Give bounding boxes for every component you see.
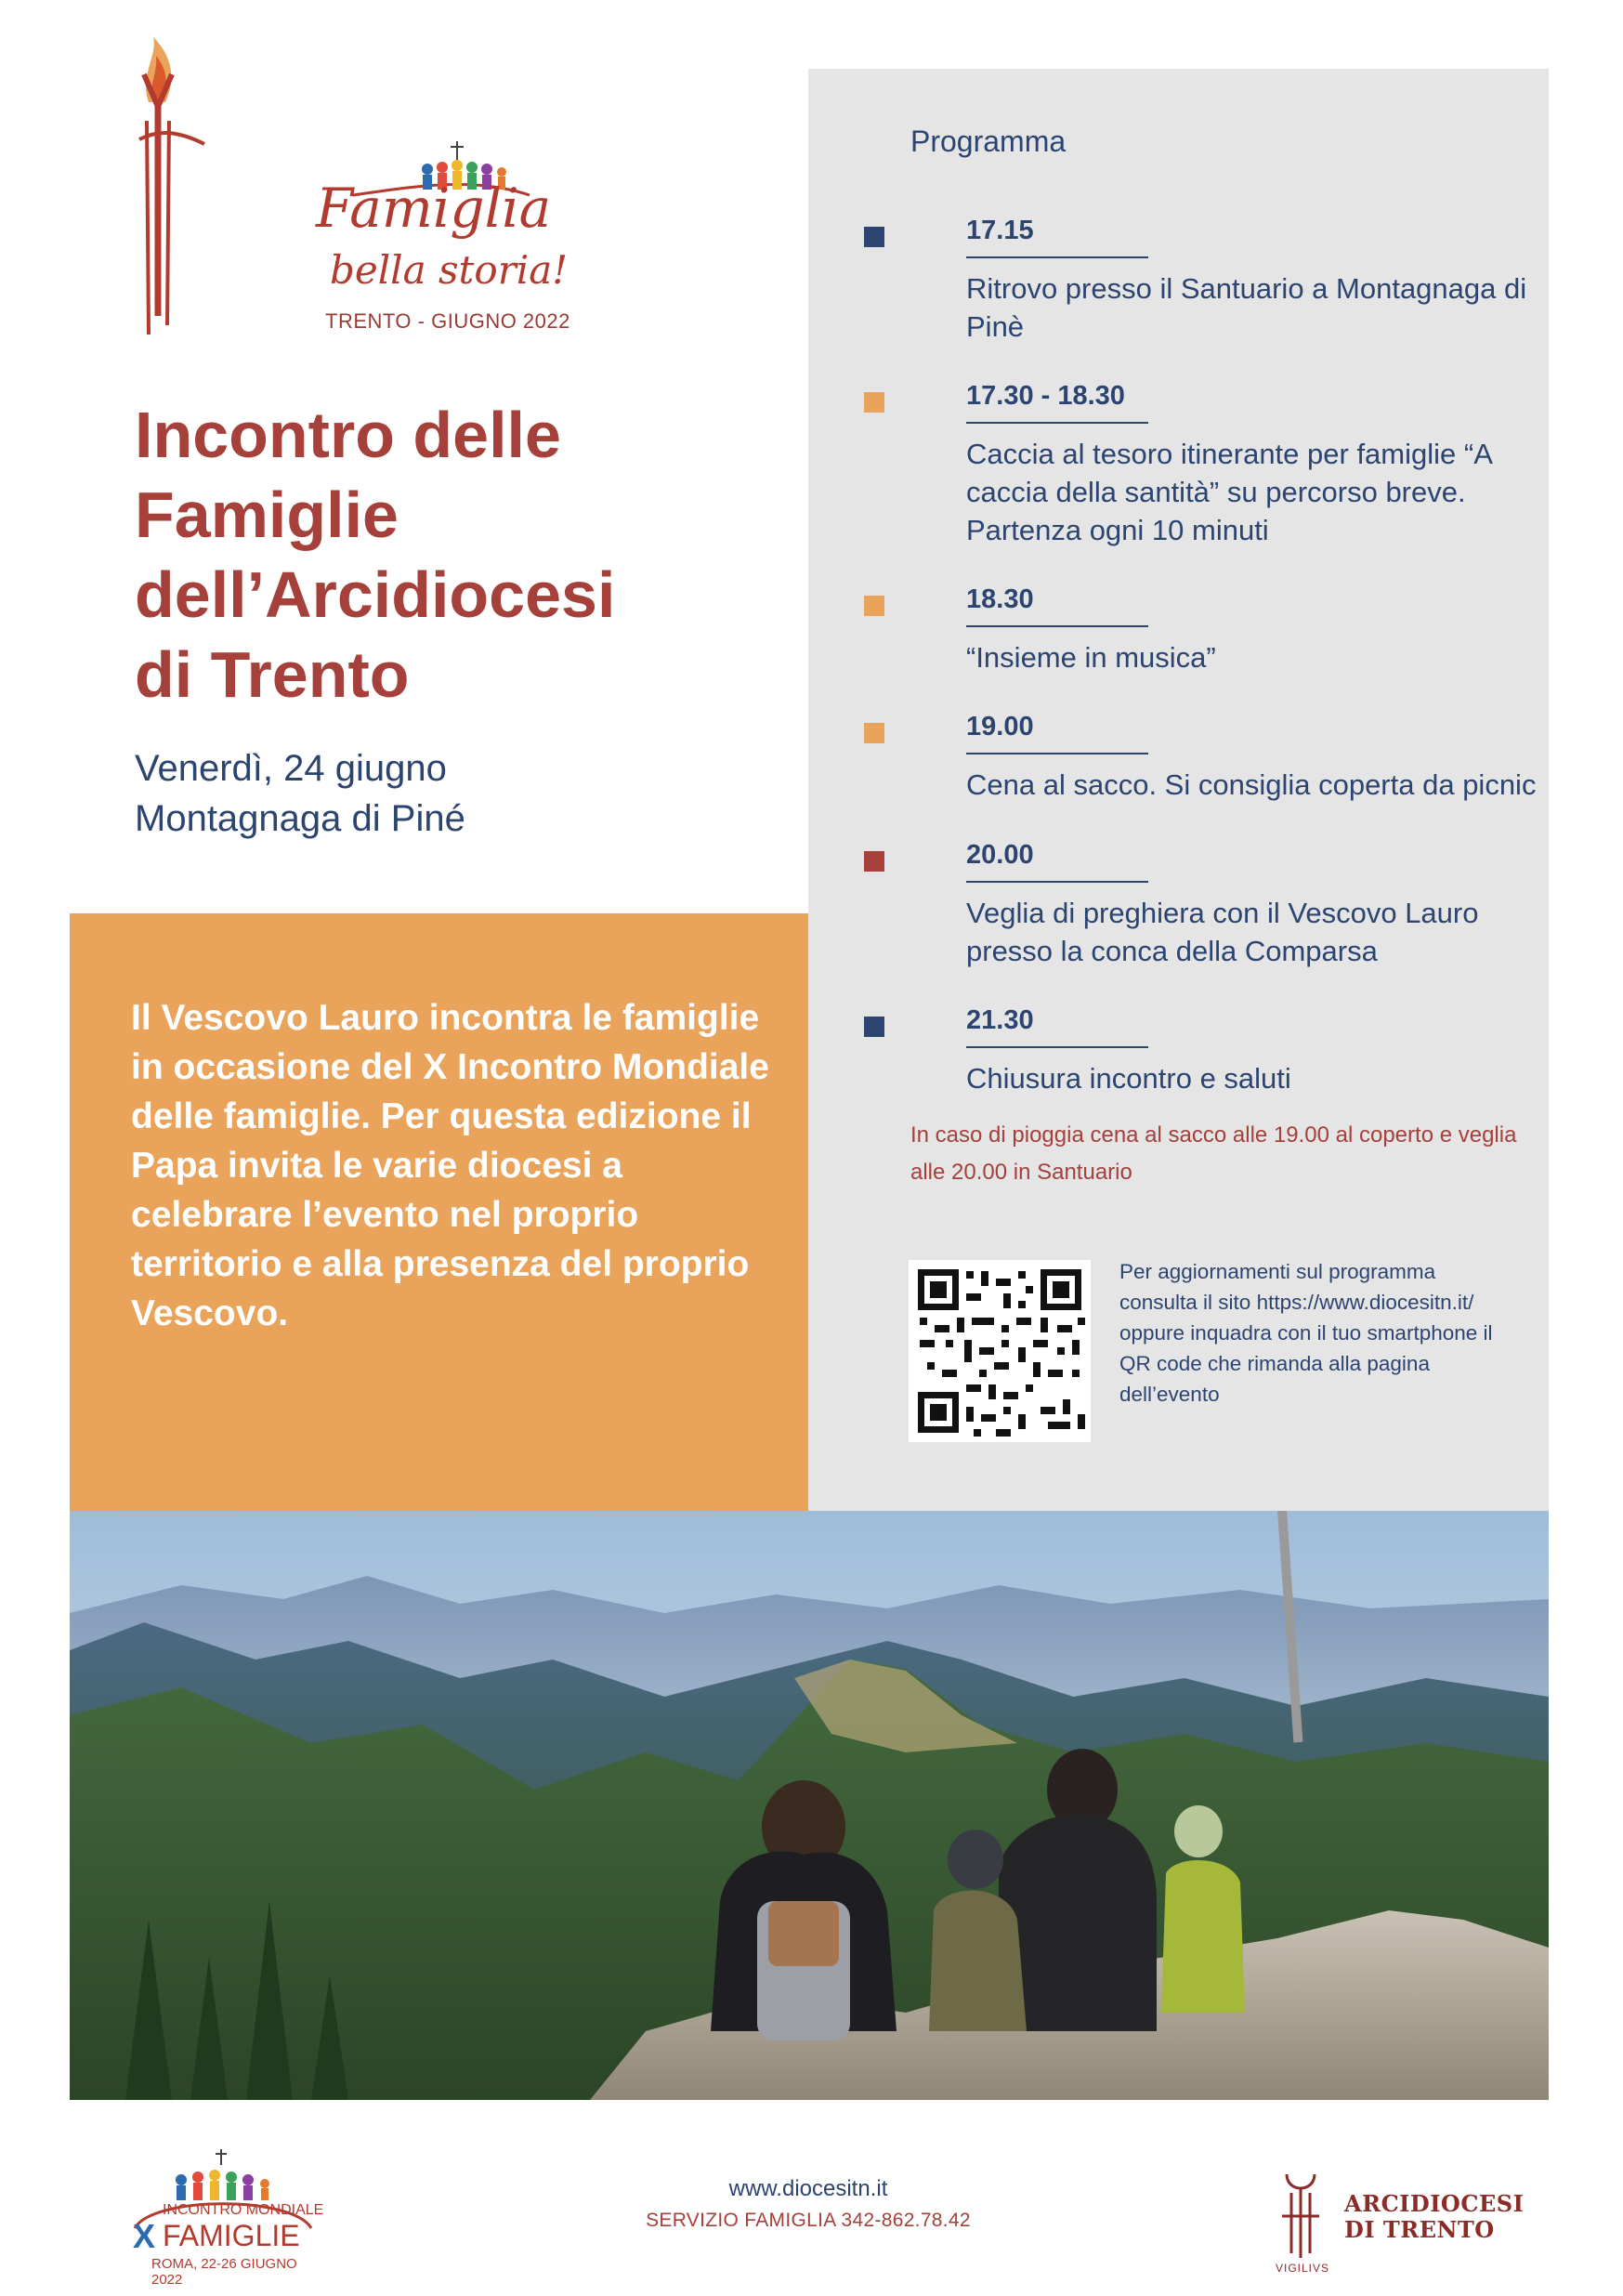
program-time: 21.30 [966,1005,1034,1035]
arcidiocesi-name [1344,2191,1524,2243]
divider [966,422,1148,424]
program-desc: Caccia al tesoro itinerante per famiglie “A caccia della santità” su percorso breve. Partenza ogni 10 minuti [966,438,1492,546]
footer-contact [595,2174,1022,2237]
divider [966,256,1148,258]
program-desc: Veglia di preghiera con il Vescovo Lauro presso la conca della Comparsa [966,897,1479,967]
arcidiocesi-line2: DI TRENTO [1344,2216,1495,2243]
qr-code-icon[interactable] [909,1260,1091,1442]
qr-instructions: Per aggiornamenti sul programma consulta il sito https://www.diocesitn.it/ oppure inquadra con il tuo smartphone il QR code che rimanda alla pagina dell’evento [1119,1260,1493,1406]
title-line: Incontro delle [135,399,561,471]
arcidiocesi-logo [1268,2165,1547,2281]
program-time: 17.15 [966,216,1034,245]
bullet-square-icon [864,227,884,247]
footer-url-link[interactable]: www.diocesitn.it [728,2176,888,2201]
program-desc: Ritrovo presso il Santuario a Montagnaga di Pinè [966,272,1527,343]
program-time: 18.30 [966,584,1034,614]
famiglia-bella-storia-logo [121,37,604,353]
program-heading: Programma [910,125,1067,158]
page-title [135,395,785,715]
landscape-illustration [70,1511,1549,2100]
incontro-mondiale-logo [116,2145,330,2288]
rain-note: In caso di pioggia cena al sacco alle 19.00 al coperto e veglia alle 20.00 in Santuario [910,1122,1517,1185]
intro-block [70,913,808,1511]
footer-logo-line3: ROMA, 22-26 GIUGNO 2022 [151,2256,297,2288]
footer-logo-mark: X [133,2217,156,2255]
event-place: Montagnaga di Piné [135,798,465,839]
intro-text: Il Vescovo Lauro incontra le famiglie in occasione del X Incontro Mondiale delle famiglie. Per questa edizione il Papa invita le varie diocesi a celebrare l’evento nel proprio territorio e alla presenza del proprio Vescovo. [131,998,769,1333]
bullet-square-icon [864,1017,884,1037]
program-time: 20.00 [966,840,1034,870]
divider [966,625,1148,627]
bullet-square-icon [864,851,884,872]
divider [966,1046,1148,1048]
bullet-square-icon [864,596,884,616]
bullet-square-icon [864,392,884,413]
title-line: Famiglie [135,479,399,551]
title-line: di Trento [135,638,410,711]
event-info [135,743,465,844]
footer-service-phone: SERVIZIO FAMIGLIA 342-862.78.42 [646,2210,971,2231]
footer-logo-line1: INCONTRO MONDIALE [163,2202,324,2218]
event-date: Venerdì, 24 giugno [135,748,447,789]
logo-tagline: bella storia! [330,247,569,293]
footer-logo-line2: FAMIGLIE [163,2219,300,2252]
program-panel [808,69,1549,1511]
title-line: dell’Arcidiocesi [135,558,616,631]
arcidiocesi-line1: ARCIDIOCESI [1344,2190,1525,2217]
emblem-subtitle: VIGILIVS [1276,2262,1330,2275]
program-desc: “Insieme in musica” [966,641,1216,674]
logo-famiglia-text: Famiglia [316,177,552,240]
mountain-family-photo [70,1511,1549,2100]
program-time: 17.30 - 18.30 [966,381,1125,411]
divider [966,753,1148,754]
program-time: 19.00 [966,712,1034,741]
divider [966,881,1148,883]
logo-date: TRENTO - GIUGNO 2022 [325,309,570,333]
bullet-square-icon [864,723,884,743]
program-desc: Cena al sacco. Si consiglia coperta da picnic [966,768,1537,801]
program-desc: Chiusura incontro e saluti [966,1062,1291,1095]
